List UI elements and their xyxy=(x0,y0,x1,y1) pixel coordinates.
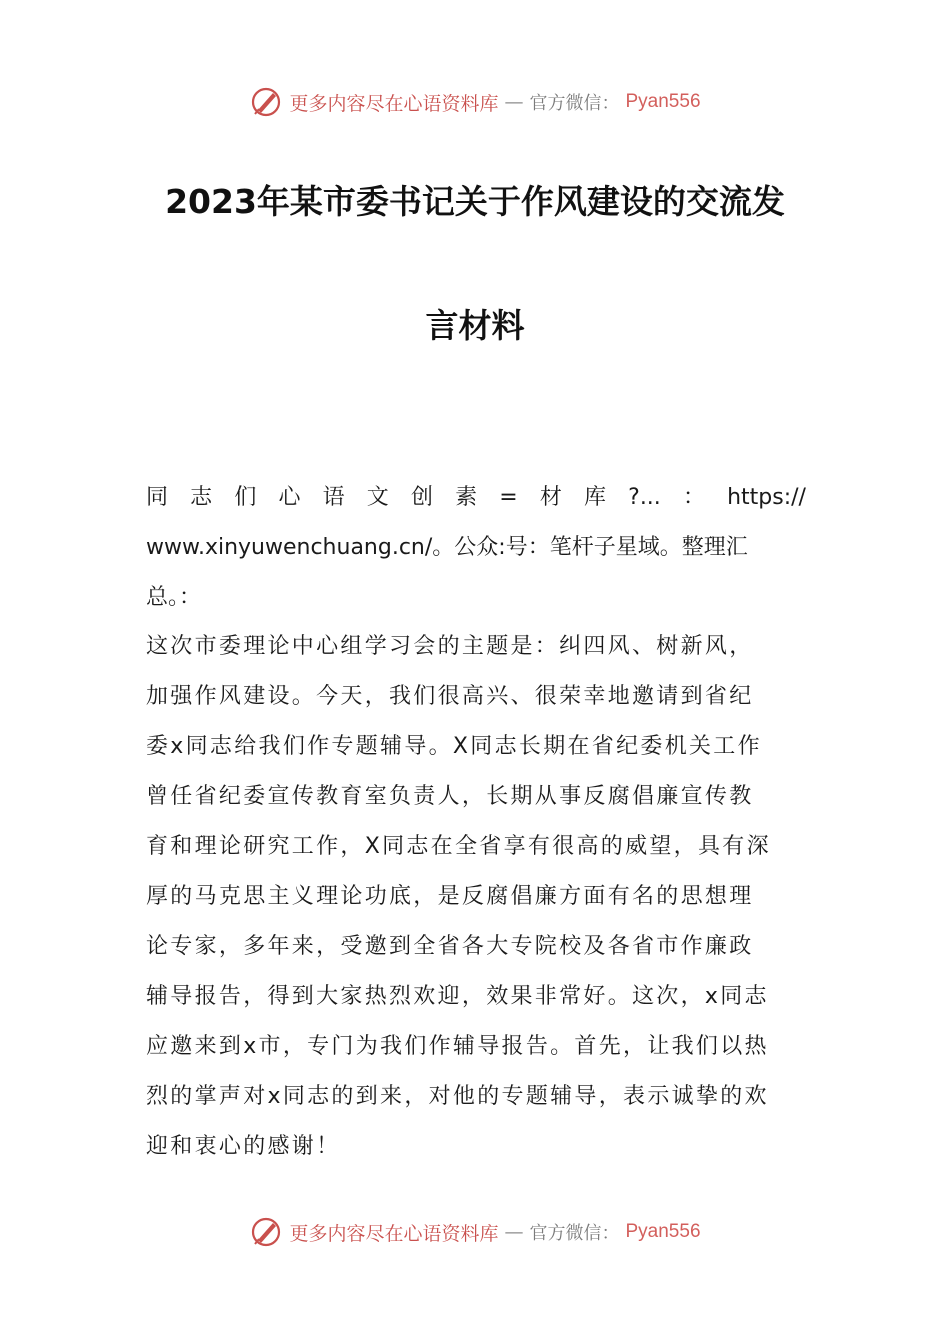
intro-char: = xyxy=(499,485,518,510)
paragraph-line: 委x同志给我们作专题辅导。X同志长期在省纪委机关工作 xyxy=(146,734,762,759)
intro-char: 心 xyxy=(278,485,301,510)
intro-line-1 xyxy=(146,473,806,523)
main-paragraph xyxy=(146,622,806,1172)
document-title-line-1: 2023年某市委书记关于作风建设的交流发 xyxy=(165,182,785,221)
intro-char: ： xyxy=(682,485,705,510)
quill-logo-icon xyxy=(249,85,283,119)
intro-char: 库 xyxy=(583,485,606,510)
paragraph-line: 论专家，多年来，受邀到全省各大专院校及各省市作廉政 xyxy=(146,934,754,959)
paragraph-line: 应邀来到x市，专门为我们作辅导报告。首先，让我们以热 xyxy=(146,1034,769,1059)
intro-char: 素 xyxy=(455,485,478,510)
paragraph-line: 育和理论研究工作，X同志在全省享有很高的威望，具有深 xyxy=(146,834,771,859)
header-watermark xyxy=(0,82,950,122)
intro-line-3: 总。： xyxy=(146,585,202,610)
intro-url-fragment: https:// xyxy=(727,485,806,510)
intro-char: 材 xyxy=(539,485,562,510)
paragraph-line: 曾任省纪委宣传教育室负责人，长期从事反腐倡廉宣传教 xyxy=(146,784,754,809)
paragraph-line: 迎和衷心的感谢！ xyxy=(146,1134,341,1159)
watermark-contact-id: Pyan556 xyxy=(625,91,701,112)
watermark-separator: — xyxy=(504,91,524,113)
paragraph-line: 加强作风建设。今天，我们很高兴、很荣幸地邀请到省纪 xyxy=(146,684,754,709)
watermark-contact-label: 官方微信： xyxy=(529,93,620,114)
intro-char: 创 xyxy=(410,485,433,510)
intro-char: 同 xyxy=(146,485,169,510)
intro-paragraph xyxy=(146,473,806,623)
footer-watermark xyxy=(0,1212,950,1252)
intro-char: 们 xyxy=(234,485,257,510)
paragraph-line: 这次市委理论中心组学习会的主题是：纠四风、树新风， xyxy=(146,634,754,659)
watermark-text: 更多内容尽在心语资料库 xyxy=(289,1222,499,1245)
intro-char: ?... xyxy=(628,485,661,510)
intro-char: 志 xyxy=(190,485,213,510)
intro-char: 语 xyxy=(322,485,345,510)
watermark-contact-label: 官方微信： xyxy=(529,1223,620,1244)
watermark-separator: — xyxy=(504,1221,524,1243)
paragraph-line: 烈的掌声对x同志的到来，对他的专题辅导，表示诚挚的欢 xyxy=(146,1084,769,1109)
watermark-contact-id: Pyan556 xyxy=(625,1221,701,1242)
quill-logo-icon xyxy=(249,1215,283,1249)
document-title-line-2: 言材料 xyxy=(425,306,525,345)
intro-char: 文 xyxy=(366,485,389,510)
paragraph-line: 厚的马克思主义理论功底，是反腐倡廉方面有名的思想理 xyxy=(146,884,754,909)
intro-line-2: www.xinyuwenchuang.cn/。公众:号：笔杆子星域。整理汇 xyxy=(146,535,748,560)
paragraph-line: 辅导报告，得到大家热烈欢迎，效果非常好。这次，x同志 xyxy=(146,984,769,1009)
watermark-text: 更多内容尽在心语资料库 xyxy=(289,92,499,115)
